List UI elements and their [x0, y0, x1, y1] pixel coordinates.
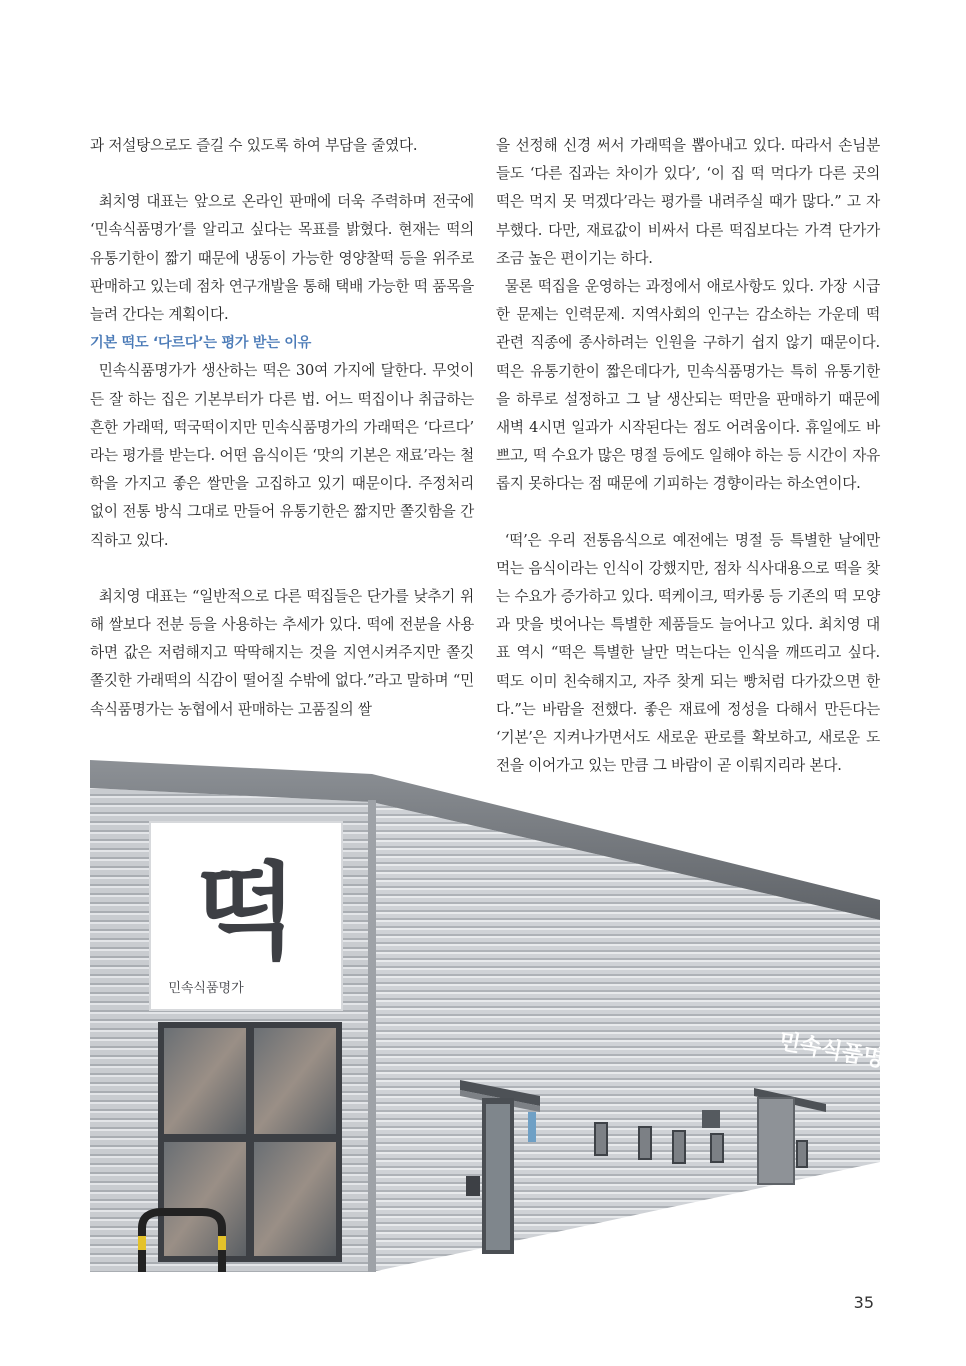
- paragraph: 을 선정해 신경 써서 가래떡을 뽑아내고 있다. 따라서 손님분들도 ‘다른 집과는 차이가 있다’, ‘이 집 떡 먹다가 다른 곳의 떡은 먹지 못 먹겠다’라는 평가를 내려주실 때가 많다.” 고 자부했다. 다만, 재료값이 비싸서 다른 떡집보다는 가격 단가가 조금 높은 편이기는 하다.: [496, 137, 880, 267]
- loading-door: [758, 1098, 794, 1184]
- paragraph: 최치영 대표는 “일반적으로 다른 떡집들은 단가를 낮추기 위해 쌀보다 전분 등을 사용하는 추세가 있다. 떡에 전분을 사용하면 값은 저렴해지고 딱딱해지는 것을 지연시켜주지만 쫄깃쫄깃한 가래떡의 식감이 떨어질 수밖에 없다.”라고 말하며 “민속식품명가는 농협에서 판매하는 고품질의 쌀: [90, 587, 474, 718]
- sign-sub-text: 민속식품명가: [168, 981, 244, 996]
- facade-sign-text: 민속식품명가: [776, 1028, 908, 1077]
- small-window: [702, 1110, 720, 1128]
- paragraph: 과 저설탕으로도 즐길 수 있도록 하여 부담을 줄였다.: [90, 137, 418, 154]
- sign-main-text: 떡: [195, 850, 297, 973]
- right-text-column: [496, 132, 880, 780]
- paragraph: 민속식품명가가 생산하는 떡은 30여 가지에 달한다. 무엇이든 잘 하는 집은 기본부터가 다른 법. 어느 떡집이나 취급하는 흔한 가래떡, 떡국떡이지만 민속식품명가의 가래떡은 ‘다르다’ 라는 평가를 받는다. 어떤 음식이든 ‘맛의 기본은 재료’라는 철학을 가지고 좋은 쌀만을 고집하고 있기 때문이다. 주정처리 없이 전통 방식 그대로 만들어 유통기한은 짧지만 쫄깃함을 간직하고 있다.: [90, 362, 474, 549]
- paragraph: ‘떡’은 우리 전통음식으로 예전에는 명절 등 특별한 날에만 먹는 음식이라는 인식이 강했지만, 점차 식사대용으로 떡을 찾는 수요가 증가하고 있다. 떡케이크, 떡카롱 등 기존의 떡 모양과 맛을 벗어나는 특별한 제품들도 늘어나고 있다. 최치영 대표 역시 “떡은 특별한 날만 먹는다는 인식을 깨뜨리고 싶다. 떡도 이미 친숙해지고, 자주 찾게 되는 빵처럼 다가갔으면 한다.”는 바람을 전했다. 좋은 재료에 정성을 다해서 만든다는 ‘기본’은 지켜나가면서도 새로운 판로를 확보하고, 새로운 도전을 이어가고 있는 만큼 그 바람이 곧 이뤄지리라 본다.: [496, 531, 880, 775]
- storefront-photo: [90, 760, 908, 1290]
- mailbox: [466, 1176, 480, 1196]
- section-heading: 기본 떡도 ‘다르다’는 평가 받는 이유: [90, 335, 312, 352]
- paragraph: 최치영 대표는 앞으로 온라인 판매에 더욱 주력하며 전국에 ‘민속식품명가’를 알리고 싶다는 목표를 밝혔다. 현재는 떡의 유통기한이 짧기 때문에 냉동이 가능한 영양찰떡 등을 위주로 판매하고 있는데 점차 연구개발을 통해 택배 가능한 떡 품목을 늘려 간다는 계획이다.: [90, 193, 474, 324]
- left-text-column: [90, 132, 474, 724]
- paragraph: 물론 떡집을 운영하는 과정에서 애로사항도 있다. 가장 시급한 문제는 인력문제. 지역사회의 인구는 감소하는 가운데 떡 관련 직종에 종사하려는 인원을 구하기 쉽지 않기 때문이다. 떡은 유통기한이 짧은데다가, 민속식품명가는 특히 유통기한을 하루로 설정하고 그 날 생산되는 떡만을 판매하기 때문에 새벽 4시면 일과가 시작된다는 점도 어려움이다. 휴일에도 바쁘고, 떡 수요가 많은 명절 등에도 일해야 하는 등 시간이 자유롭지 못하다는 점 때문에 기피하는 경향이라는 하소연이다.: [496, 278, 880, 493]
- corner-post: [368, 800, 376, 1272]
- page-number: 35: [853, 1293, 874, 1312]
